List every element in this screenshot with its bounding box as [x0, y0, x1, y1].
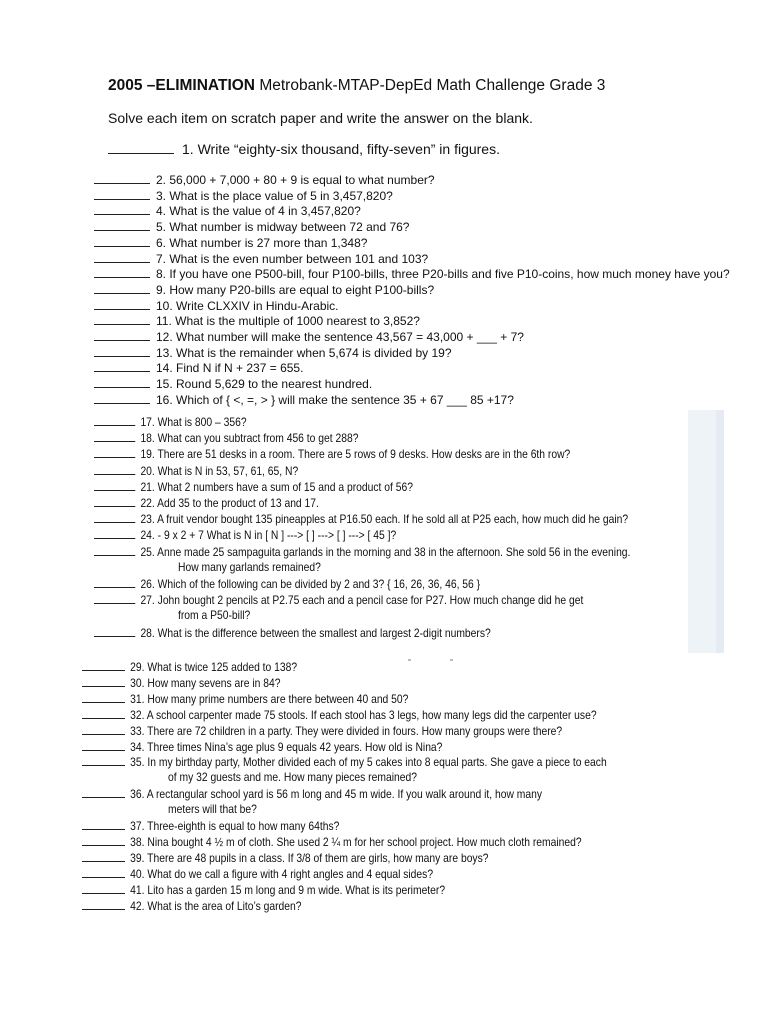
question-text-continued: from a P50-bill?	[178, 608, 251, 623]
question-item	[82, 691, 408, 706]
answer-blank[interactable]	[94, 282, 150, 294]
question-text: 24. - 9 x 2 + 7 What is N in [ N ] ---> [ ] ---> [ ] ---> [ 45 ]?	[140, 528, 397, 543]
question-text: 28. What is the difference between the smallest and largest 2-digit numbers?	[140, 625, 491, 640]
question-text: 17. What is 800 – 356?	[140, 415, 247, 429]
question-item	[94, 446, 570, 461]
question-item	[94, 527, 396, 542]
question-item	[94, 544, 630, 559]
question-item	[82, 754, 607, 769]
question-text-continued: of my 32 guests and me. How many pieces remained?	[168, 770, 417, 785]
answer-blank[interactable]	[94, 219, 150, 231]
question-item	[82, 675, 280, 690]
question-text: 14. Find N if N + 237 = 655.	[156, 361, 304, 376]
answer-blank[interactable]	[82, 850, 125, 862]
answer-blank[interactable]	[82, 786, 125, 798]
title-bold: 2005 –ELIMINATION	[108, 77, 256, 94]
question-item	[94, 329, 524, 344]
question-item	[94, 360, 303, 375]
question-item	[94, 172, 435, 187]
question-text: 8. If you have one P500-bill, four P100-bills, three P20-bills and five P10-coins, how much money have you?	[156, 267, 730, 282]
answer-blank[interactable]	[82, 691, 125, 703]
answer-blank[interactable]	[82, 723, 125, 735]
question-text: 2. 56,000 + 7,000 + 80 + 9 is equal to what number?	[156, 173, 435, 187]
question-item	[94, 282, 434, 297]
answer-blank[interactable]	[94, 376, 150, 388]
question-text: 15. Round 5,629 to the nearest hundred.	[156, 377, 373, 392]
answer-blank[interactable]	[94, 446, 135, 458]
answer-blank[interactable]	[94, 345, 150, 357]
question-item	[94, 235, 367, 250]
question-text: 12. What number will make the sentence 43,567 = 43,000 + ___ + 7?	[156, 330, 524, 344]
question-text: 39. There are 48 pupils in a class. If 3/8 of them are girls, how many are boys?	[130, 850, 489, 865]
question-text-continued: meters will that be?	[168, 802, 257, 817]
answer-blank[interactable]	[94, 495, 135, 507]
answer-blank[interactable]	[94, 313, 150, 325]
question-text-continued: How many garlands remained?	[178, 559, 321, 574]
question-text: 29. What is twice 125 added to 138?	[130, 660, 298, 674]
answer-blank[interactable]	[82, 675, 125, 687]
answer-blank[interactable]	[82, 834, 125, 846]
question-item	[94, 251, 428, 266]
question-item	[94, 414, 247, 429]
answer-blank[interactable]	[108, 153, 174, 154]
question-text: 20. What is N in 53, 57, 61, 65, N?	[140, 463, 299, 478]
answer-blank[interactable]	[82, 739, 125, 751]
answer-blank[interactable]	[82, 882, 125, 894]
answer-blank[interactable]	[94, 414, 135, 426]
question-item	[94, 219, 409, 234]
title-rest: Metrobank-MTAP-DepEd Math Challenge Grade 3	[255, 77, 606, 94]
scan-shade-edge	[716, 410, 724, 653]
question-text: 11. What is the multiple of 1000 nearest to 3,852?	[156, 314, 420, 329]
answer-blank[interactable]	[94, 625, 135, 637]
question-text: 3. What is the place value of 5 in 3,457,820?	[156, 188, 393, 203]
answer-blank[interactable]	[82, 866, 125, 878]
question-item	[94, 479, 413, 494]
question-text: 34. Three times Nina’s age plus 9 equals 42 years. How old is Nina?	[130, 739, 443, 754]
question-text: 7. What is the even number between 101 and 103?	[156, 251, 429, 266]
question-text: 40. What do we call a figure with 4 right angles and 4 equal sides?	[130, 866, 434, 881]
answer-blank[interactable]	[94, 544, 135, 556]
answer-blank[interactable]	[82, 707, 125, 719]
question-text: 9. How many P20-bills are equal to eight P100-bills?	[156, 282, 435, 297]
question-text: 4. What is the value of 4 in 3,457,820?	[156, 204, 361, 219]
question-text: 21. What 2 numbers have a sum of 15 and a product of 56?	[140, 479, 413, 494]
scan-speck	[450, 659, 453, 661]
question-text: 32. A school carpenter made 75 stools. If each stool has 3 legs, how many legs did the carpenter use?	[130, 707, 597, 722]
answer-blank[interactable]	[94, 329, 150, 341]
question-text: 41. Lito has a garden 15 m long and 9 m wide. What is its perimeter?	[130, 882, 446, 897]
question-text: 27. John bought 2 pencils at P2.75 each and a pencil case for P27. How much change did he get	[140, 593, 584, 608]
answer-blank[interactable]	[94, 360, 150, 372]
question-item	[94, 266, 730, 281]
question-item	[82, 898, 302, 913]
question-1	[108, 141, 500, 157]
question-item	[94, 495, 319, 510]
question-item	[82, 707, 597, 722]
question-item	[82, 659, 297, 674]
question-text: 10. Write CLXXIV in Hindu-Arabic.	[156, 298, 339, 313]
answer-blank[interactable]	[94, 188, 150, 200]
answer-blank[interactable]	[94, 392, 150, 404]
answer-blank[interactable]	[94, 479, 135, 491]
question-text: 35. In my birthday party, Mother divided each of my 5 cakes into 8 equal parts. She gave a piece to each	[130, 755, 607, 770]
answer-blank[interactable]	[94, 576, 135, 588]
question-text: 26. Which of the following can be divided by 2 and 3? { 16, 26, 36, 46, 56 }	[140, 577, 481, 591]
answer-blank[interactable]	[94, 298, 150, 310]
question-item	[94, 298, 339, 313]
question-text: 31. How many prime numbers are there between 40 and 50?	[130, 691, 409, 706]
question-item	[94, 345, 452, 360]
question-item	[82, 723, 562, 738]
answer-blank[interactable]	[94, 266, 150, 278]
question-item	[82, 818, 339, 833]
question-item	[82, 786, 542, 801]
question-item	[94, 463, 298, 478]
question-text: 33. There are 72 children in a party. They were divided in fours. How many groups were there?	[130, 723, 563, 738]
question-item	[94, 376, 372, 391]
question-item	[94, 592, 583, 607]
question-item	[82, 834, 582, 849]
worksheet-title	[108, 77, 605, 95]
question-text: 6. What number is 27 more than 1,348?	[156, 235, 368, 250]
question-text: 37. Three-eighth is equal to how many 64ths?	[130, 819, 340, 833]
answer-blank[interactable]	[94, 527, 135, 539]
answer-blank[interactable]	[94, 511, 135, 523]
question-item	[82, 882, 445, 897]
question-text: 25. Anne made 25 sampaguita garlands in the morning and 38 in the afternoon. She sold 56 in the evening.	[140, 544, 631, 559]
answer-blank[interactable]	[94, 430, 135, 442]
question-text: 1. Write “eighty-six thousand, fifty-seven” in figures.	[182, 141, 500, 157]
question-text: 36. A rectangular school yard is 56 m long and 45 m wide. If you walk around it, how many	[130, 787, 543, 802]
instructions: Solve each item on scratch paper and write the answer on the blank.	[108, 110, 533, 126]
answer-blank[interactable]	[82, 659, 125, 671]
question-text: 23. A fruit vendor bought 135 pineapples at P16.50 each. If he sold all at P25 each, how much did he gain?	[140, 512, 629, 527]
question-item	[94, 313, 420, 328]
question-item	[94, 203, 361, 218]
question-text: 30. How many sevens are in 84?	[130, 675, 281, 690]
answer-blank[interactable]	[94, 251, 150, 263]
question-text: 19. There are 51 desks in a room. There are 5 rows of 9 desks. How desks are in the 6th row?	[140, 447, 571, 462]
question-text: 22. Add 35 to the product of 13 and 17.	[140, 496, 319, 510]
scan-shade	[688, 410, 716, 653]
answer-blank[interactable]	[94, 592, 135, 604]
question-item	[82, 739, 442, 754]
answer-blank[interactable]	[82, 754, 125, 766]
question-text: 13. What is the remainder when 5,674 is divided by 19?	[156, 345, 452, 360]
question-item	[94, 576, 480, 591]
question-item	[82, 850, 488, 865]
question-item	[82, 866, 433, 881]
question-item	[94, 392, 514, 407]
question-item	[94, 188, 393, 203]
question-text: 16. Which of { <, =, > } will make the sentence 35 + 67 ___ 85 +17?	[156, 392, 514, 407]
answer-blank[interactable]	[94, 463, 135, 475]
question-text: 42. What is the area of Lito’s garden?	[130, 898, 302, 913]
question-text: 18. What can you subtract from 456 to get 288?	[140, 431, 359, 446]
question-text: 5. What number is midway between 72 and 76?	[156, 220, 410, 235]
scan-speck	[408, 659, 411, 661]
question-item	[94, 511, 628, 526]
answer-blank[interactable]	[94, 203, 150, 215]
question-item	[94, 625, 491, 640]
answer-blank[interactable]	[82, 818, 125, 830]
answer-blank[interactable]	[94, 235, 150, 247]
question-text: 38. Nina bought 4 ½ m of cloth. She used 2 ¼ m for her school project. How much cloth remained?	[130, 834, 582, 849]
answer-blank[interactable]	[94, 172, 150, 184]
question-item	[94, 430, 358, 445]
answer-blank[interactable]	[82, 898, 125, 910]
